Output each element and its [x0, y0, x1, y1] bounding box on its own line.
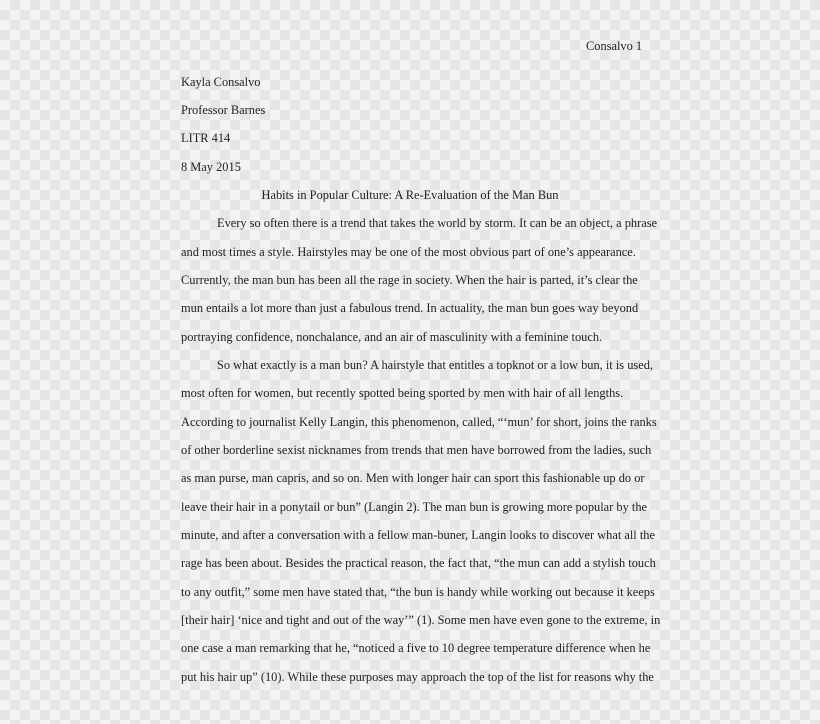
- essay-title: Habits in Popular Culture: A Re-Evaluation of the Man Bun: [261, 188, 559, 202]
- course-code: LITR 414: [181, 131, 231, 145]
- body-line: According to journalist Kelly Langin, this phenomenon, called, “‘mun’ for short, joins the ranks: [181, 415, 657, 429]
- running-head: Consalvo 1: [586, 39, 643, 53]
- body-line: of other borderline sexist nicknames from trends that men have borrowed from the ladies, such: [181, 443, 652, 457]
- body-line: portraying confidence, nonchalance, and an air of masculinity with a feminine touch.: [181, 330, 603, 344]
- body-line: most often for women, but recently spotted being sported by men with hair of all lengths.: [181, 386, 624, 400]
- body-line: leave their hair in a ponytail or bun” (Langin 2). The man bun is growing more popular by the: [181, 500, 648, 514]
- body-line: Currently, the man bun has been all the rage in society. When the hair is parted, it’s clear the: [181, 273, 638, 287]
- body-line: minute, and after a conversation with a fellow man-buner, Langin looks to discover what all the: [181, 528, 655, 542]
- body-line: and most times a style. Hairstyles may be one of the most obvious part of one’s appearance.: [181, 245, 636, 259]
- body-line: [their hair] ‘nice and tight and out of the way’” (1). Some men have even gone to the extreme, in: [181, 613, 661, 627]
- body-line: rage has been about. Besides the practical reason, the fact that, “the mun can add a stylish touch: [181, 556, 656, 570]
- body-line: to any outfit,” some men have stated that, “the bun is handy while working out because it keeps: [181, 585, 655, 599]
- submission-date: 8 May 2015: [181, 160, 241, 174]
- author-name: Kayla Consalvo: [181, 75, 261, 89]
- body-line: mun entails a lot more than just a fabulous trend. In actuality, the man bun goes way beyond: [181, 301, 639, 315]
- body-line: So what exactly is a man bun? A hairstyle that entitles a topknot or a low bun, it is used,: [217, 358, 654, 372]
- body-line: as man purse, man capris, and so on. Men with longer hair can sport this fashionable up do or: [181, 471, 645, 485]
- instructor-name: Professor Barnes: [181, 103, 266, 117]
- body-line: put his hair up” (10). While these purposes may approach the top of the list for reasons why the: [181, 670, 654, 684]
- body-line: Every so often there is a trend that takes the world by storm. It can be an object, a phrase: [217, 216, 658, 230]
- body-line: one case a man remarking that he, “noticed a five to 10 degree temperature difference when he: [181, 641, 651, 655]
